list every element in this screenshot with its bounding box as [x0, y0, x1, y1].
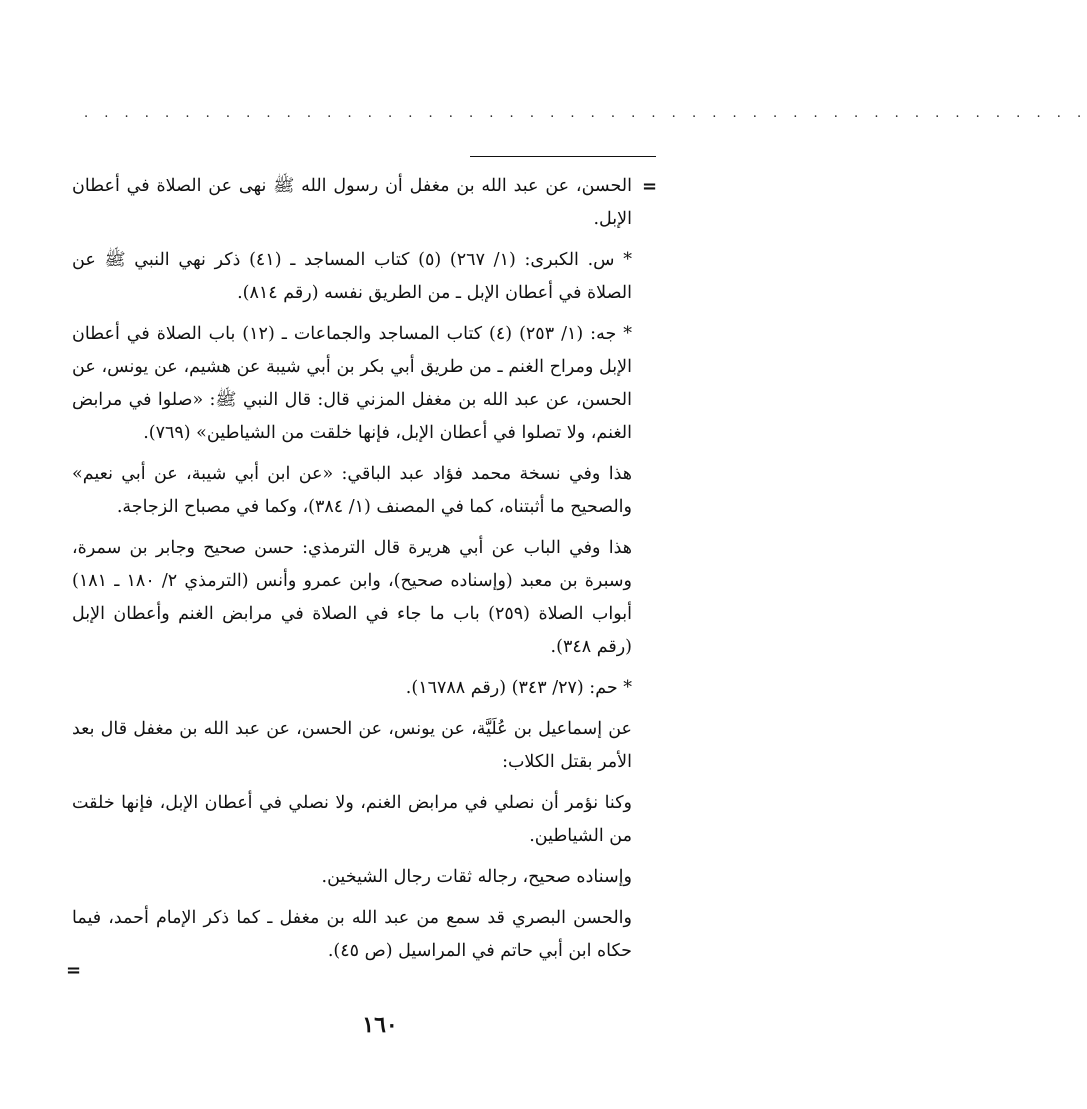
- dotted-separator: . . . . . . . . . . . . . . . . . . . . . . . . . . . . . . . . . . . . . . . . . . . . . . . . . .: [84, 106, 1087, 121]
- footnote-paragraph: وكنا نؤمر أن نصلي في مرابض الغنم، ولا نصلي في أعطان الإبل، فإنها خلقت من الشياطين.: [72, 793, 632, 846]
- continuation-mark-bottom: =: [66, 960, 82, 981]
- footnote-paragraph: * جه: (١/ ٢٥٣) (٤) كتاب المساجد والجماعات ـ (١٢) باب الصلاة في أعطان الإبل ومراح الغنم ـ من طريق أبي بكر بن أبي شيبة عن هشيم، عن يونس، عن الحسن، عن عبد الله بن مغفل المزني قال: قال النبي ﷺ: «صلوا في مرابض الغنم، ولا تصلوا في أعطان الإبل، فإنها خلقت من الشياطين» (٧٦٩).: [72, 324, 632, 443]
- footnote-paragraph: هذا وفي الباب عن أبي هريرة قال الترمذي: حسن صحيح وجابر بن سمرة، وسبرة بن معبد (وإسناده صحيح)، وابن عمرو وأنس (الترمذي ٢/ ١٨٠ ـ ١٨١) أبواب الصلاة (٢٥٩) باب ما جاء في الصلاة في مرابض الغنم وأعطان الإبل (رقم ٣٤٨).: [72, 538, 632, 657]
- footnote-paragraph: الحسن، عن عبد الله بن مغفل أن رسول الله ﷺ نهى عن الصلاة في أعطان الإبل.: [72, 176, 632, 229]
- footnote-paragraph: وإسناده صحيح، رجاله ثقات رجال الشيخين.: [321, 867, 632, 887]
- footnote-text: [72, 170, 632, 976]
- footnote-paragraph: والحسن البصري قد سمع من عبد الله بن مغفل ـ كما ذكر الإمام أحمد، فيما حكاه ابن أبي حاتم في المراسيل (ص ٤٥).: [72, 908, 632, 961]
- footnote-paragraph: * حم: (٢٧/ ٣٤٣) (رقم ١٦٧٨٨).: [405, 678, 632, 698]
- continuation-mark-top: =: [642, 176, 658, 197]
- footnote-paragraph: * س. الكبرى: (١/ ٢٦٧) (٥) كتاب المساجد ـ (٤١) ذكر نهي النبي ﷺ عن الصلاة في أعطان الإبل ـ من الطريق نفسه (رقم ٨١٤).: [72, 250, 632, 303]
- footnote-rule: [470, 156, 656, 157]
- footnote-paragraph: هذا وفي نسخة محمد فؤاد عبد الباقي: «عن ابن أبي شيبة، عن أبي نعيم» والصحيح ما أثبتناه، كما في المصنف (١/ ٣٨٤)، وكما في مصباح الزجاجة.: [72, 464, 632, 517]
- page-number: ١٦٠: [362, 1012, 398, 1038]
- footnote-paragraph: عن إسماعيل بن عُلَيَّة، عن يونس، عن الحسن، عن عبد الله بن مغفل قال بعد الأمر بقتل الكلاب:: [72, 719, 632, 772]
